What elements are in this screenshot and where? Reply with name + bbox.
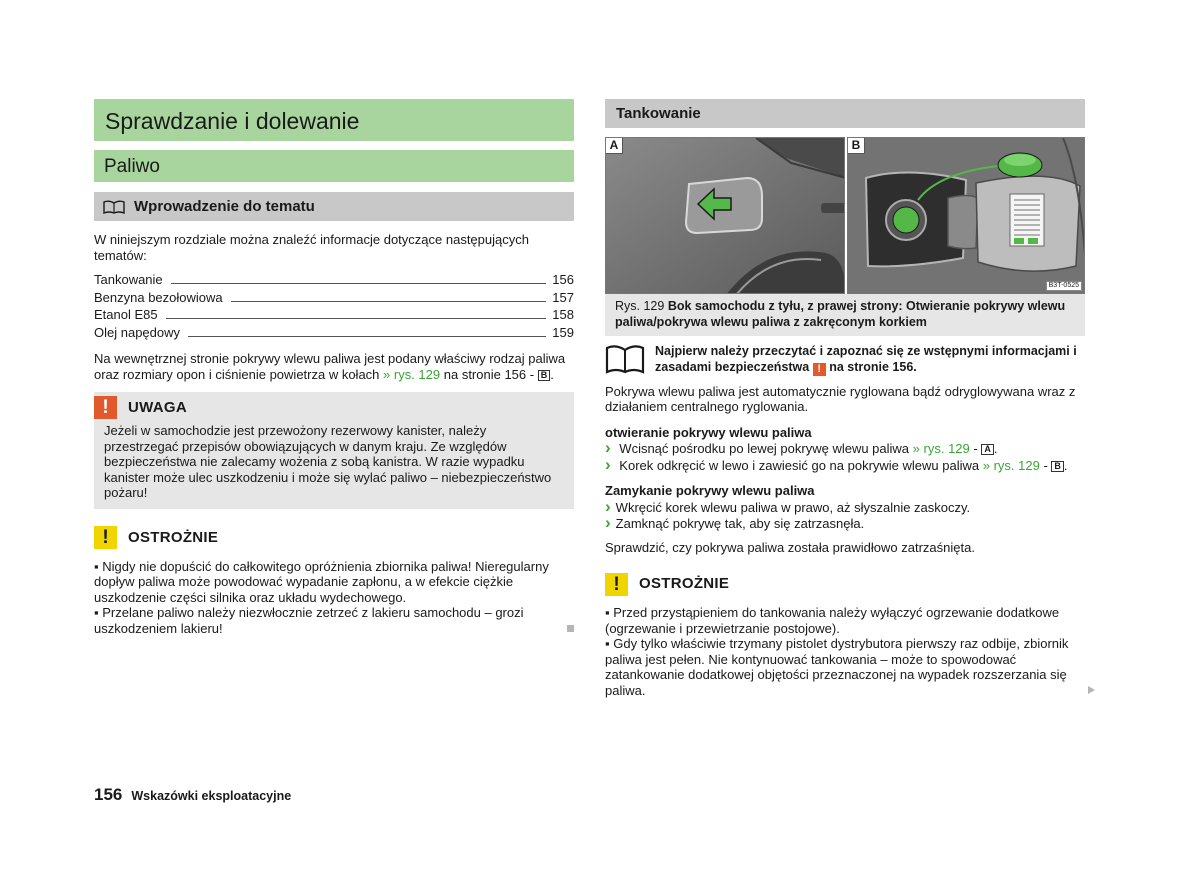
figure-part-label: A — [981, 444, 994, 455]
fuel-door-info-part: Na wewnętrznej stronie pokrywy wlewu paliwa jest podany właściwy rodzaj paliwa oraz rozmiary opon i ciśnienie powietrza w kołach — [94, 351, 566, 382]
footer-section-name: Wskazówki eksploatacyjne — [131, 789, 292, 803]
figure-129 — [605, 137, 1085, 294]
dot-leader — [188, 336, 546, 337]
warning-icon: ! — [813, 363, 826, 376]
read-first-text — [655, 344, 1085, 376]
intro-heading — [94, 192, 574, 221]
fuel-door-info-part: . — [550, 366, 554, 382]
book-icon — [103, 200, 125, 214]
topic-list-item[interactable] — [94, 290, 574, 308]
caution-item: ▪ Nigdy nie dopuścić do całkowitego opróżnienia zbiornika paliwa! Nieregularny dopływ paliwa może powodować wypadanie zapłonu, a w efekcie ciężkie uszkodzenie części silnika oraz układu wydechowego. — [94, 559, 574, 606]
step-item: › Korek odkręcić w lewo i zawiesić go na pokrywie wlewu paliwa » rys. 129 - B . — [605, 457, 1085, 474]
topic-label: Olej napędowy — [94, 324, 180, 340]
end-of-section-marker — [567, 625, 574, 632]
topic-list-item[interactable] — [94, 272, 574, 290]
topic-label: Benzyna bezołowiowa — [94, 289, 223, 305]
figure-part-label: B — [538, 370, 551, 381]
warning-box — [94, 392, 574, 509]
dot-leader — [166, 318, 546, 319]
caution-title: OSTROŻNIE — [639, 575, 730, 593]
topic-page: 158 — [552, 307, 574, 322]
continue-arrow-icon — [1088, 686, 1095, 694]
figure-panel-b — [847, 137, 1085, 294]
caution-item: ▪ Przed przystąpieniem do tankowania należy wyłączyć ogrzewanie dodatkowe (ogrzewanie i przewietrzanie postojowe). — [605, 605, 1085, 636]
dot-leader — [171, 283, 546, 284]
section-title-paliwo: Paliwo — [94, 150, 574, 182]
left-column — [94, 99, 574, 636]
chapter-title: Sprawdzanie i dolewanie — [94, 99, 574, 141]
caption-text: Bok samochodu z tyłu, z prawej strony: Otwieranie pokrywy wlewu paliwa/pokrywa wlewu paliwa z zakręconym korkiem — [615, 299, 1066, 329]
figure-caption — [605, 294, 1085, 336]
caution-body — [94, 559, 574, 637]
warning-text: Jeżeli w samochodzie jest przewożony rezerwowy kanister, należy przestrzegać przepisów obowiązujących w danym kraju. Ze względów bezpieczeństwa nie zalecamy wożenia z sobą kanistra. W razie wypadku kanister może ulec uszkodzeniu i może się wylać paliwo – niebezpieczeństwo pożaru! — [104, 423, 552, 500]
topic-list — [94, 272, 574, 342]
figure-panel-a — [605, 137, 845, 294]
caution-icon: ! — [605, 573, 628, 596]
step-item: › Wcisnąć pośrodku po lewej pokrywę wlewu paliwa » rys. 129 - A . — [605, 440, 1085, 457]
figure-label-a: A — [606, 138, 623, 154]
read-first-part: Najpierw należy przeczytać i zapoznać się ze wstępnymi informacjami i zasadami bezpieczeństwa — [655, 344, 1077, 374]
caption-number: Rys. 129 — [615, 299, 665, 313]
close-fuel-door-title: Zamykanie pokrywy wlewu paliwa — [605, 483, 815, 498]
topic-page: 157 — [552, 289, 574, 305]
figure-code: B3T-0525 — [1046, 281, 1082, 291]
step-item: › Wkręcić korek wlewu paliwa w prawo, aż słyszalnie zaskoczy. — [605, 499, 1085, 516]
caution-icon: ! — [94, 526, 117, 549]
warning-title: UWAGA — [128, 398, 187, 416]
fuel-door-info-part: na stronie 156 - — [443, 366, 535, 382]
check-text: Sprawdzić, czy pokrywa paliwa została prawidłowo zatrzaśnięta. — [605, 539, 975, 555]
caution-header — [94, 523, 574, 553]
caution-title: OSTROŻNIE — [128, 528, 219, 546]
page-footer — [94, 787, 291, 805]
figure-link[interactable]: » rys. 129 — [383, 366, 441, 382]
read-first-notice — [605, 344, 1085, 376]
step-item: › Zamknąć pokrywę tak, aby się zatrzasnęła. — [605, 515, 1085, 532]
caution-item: ▪ Gdy tylko właściwie trzymany pistolet dystrybutora pierwszy raz odbije, zbiornik paliwa jest pełen. Nie kontynuować tankowania – może to spowodować zatankowanie dodatkowej objętości przeznaczonej na wypadek rozszerzania się paliwa. — [605, 636, 1085, 698]
topic-label: Etanol E85 — [94, 307, 158, 322]
warning-header — [94, 392, 564, 423]
central-locking-text: Pokrywa wlewu paliwa jest automatycznie ryglowana bądź odryglowywana wraz z działaniem centralnego ryglowania. — [605, 383, 1076, 414]
caution-item: ▪ Przelane paliwo należy niezwłocznie zetrzeć z lakieru samochodu – grozi uszkodzeniem lakieru! — [94, 605, 574, 636]
step-text: Wcisnąć pośrodku po lewej pokrywę wlewu paliwa — [619, 441, 910, 456]
caution-header — [605, 569, 1085, 599]
right-column — [605, 99, 1085, 698]
page-number: 156 — [94, 785, 123, 804]
read-first-part: na stronie 156. — [829, 359, 917, 374]
figure-label-b: B — [848, 138, 865, 154]
intro-title: Wprowadzenie do tematu — [134, 197, 315, 215]
topic-label: Tankowanie — [94, 272, 163, 287]
figure-part-label: B — [1051, 461, 1064, 472]
caution-body — [605, 605, 1085, 698]
dot-leader — [231, 301, 546, 302]
topic-page: 156 — [552, 272, 574, 287]
figure-link[interactable]: » rys. 129 — [982, 457, 1040, 473]
step-text: Korek odkręcić w lewo i zawiesić go na pokrywie wlewu paliwa — [619, 457, 980, 473]
topic-page: 159 — [552, 324, 574, 340]
topic-list-item[interactable] — [94, 325, 574, 343]
section-title-tankowanie: Tankowanie — [605, 99, 1085, 128]
open-fuel-door-illustration — [848, 138, 1085, 294]
intro-text: W niniejszym rozdziale można znaleźć informacje dotyczące następujących tematów: — [94, 232, 529, 263]
open-fuel-door-title: otwieranie pokrywy wlewu paliwa — [605, 424, 812, 440]
warning-icon: ! — [94, 396, 117, 419]
book-icon — [605, 344, 645, 374]
car-side-fuel-door-illustration — [606, 138, 845, 294]
figure-link[interactable]: » rys. 129 — [912, 441, 970, 456]
fuel-door-info-text — [94, 351, 574, 382]
topic-list-item[interactable] — [94, 307, 574, 325]
